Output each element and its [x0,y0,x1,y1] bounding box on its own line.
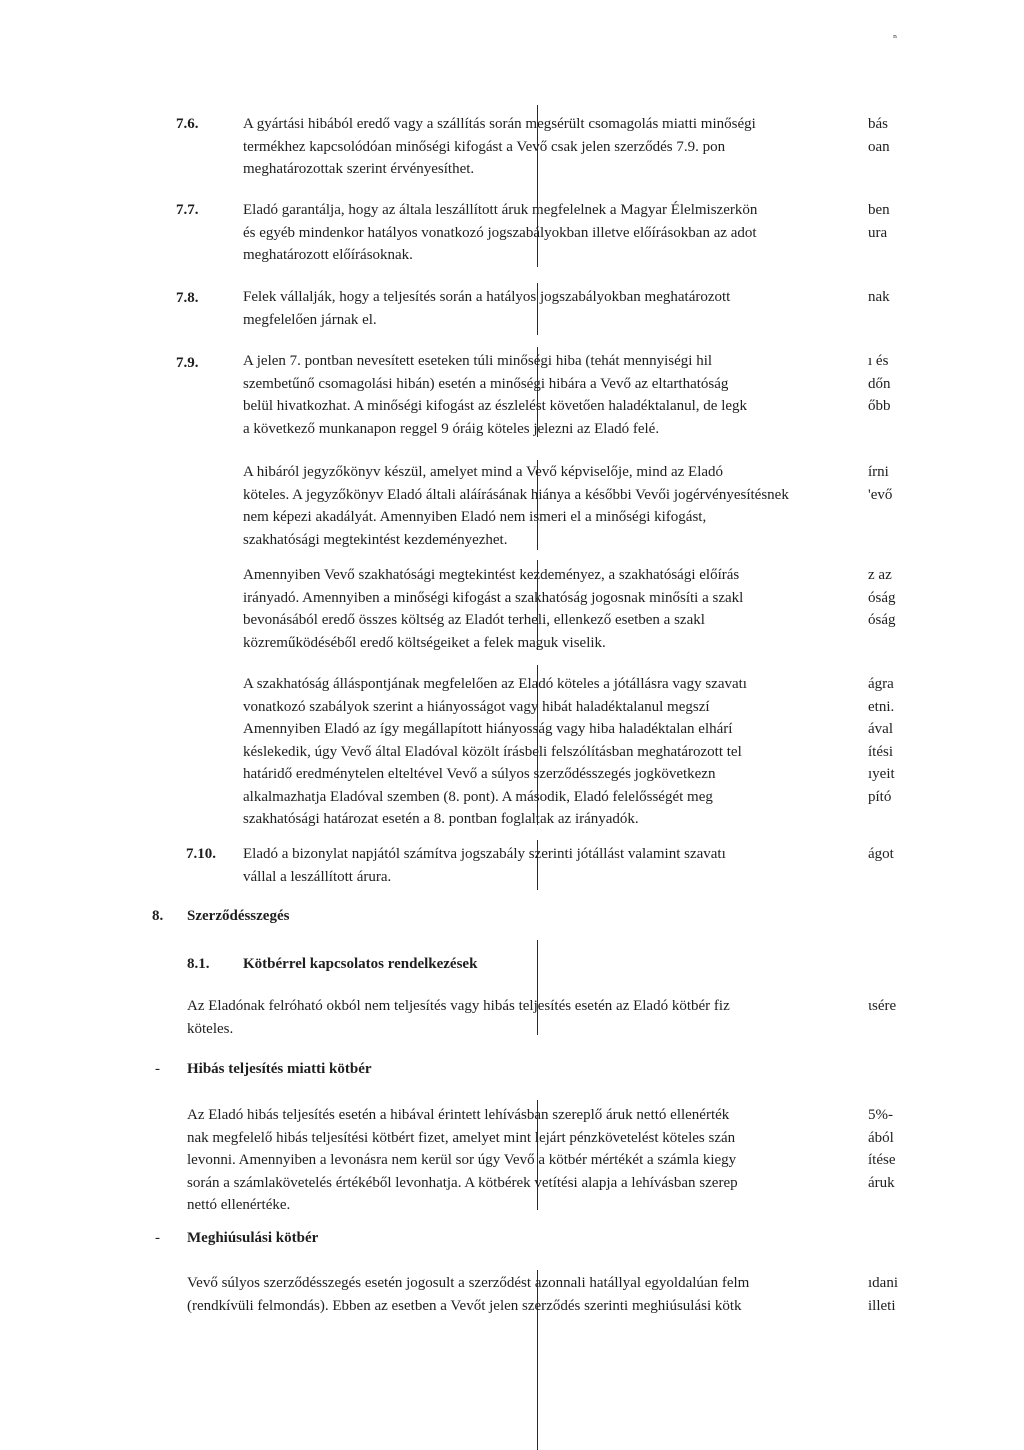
text-fragment: óság [868,589,896,606]
section-text [243,113,853,181]
text-fragment: ıyeit [868,766,895,782]
text-line: belül hivatkozhat. A minőségi kifogást az észlelést követően haladéktalanul, de legk [243,398,748,414]
text-line: köteles. [187,1020,234,1037]
text-line: megfelelően járnak el. [243,311,377,328]
text-line: Amennyiben Vevő szakhatósági megtekintést kezdeményez, a szakhatósági előírás [243,567,740,583]
section-text [187,1104,853,1217]
text-line: Eladó garantálja, hogy az általa leszállított áruk megfelelnek a Magyar Élelmiszerkön [243,202,758,218]
text-line: nettó ellenértéke. [187,1197,291,1213]
text-line: határidő eredménytelen elteltével Vevő a súlyos szerződésszegés jogkövetkezn [243,766,716,782]
text-fragment: óság [868,612,896,628]
text-fragment: bás [868,116,888,132]
section-number: 7.10. [186,846,216,862]
cut-off-fragments [868,673,938,808]
paragraph [243,673,853,831]
cut-off-fragments [868,564,938,632]
section-text [187,1272,853,1317]
text-fragment: őbb [868,398,891,414]
list-dash: - [155,1230,160,1246]
text-line: késlekedik, úgy Vevő által Eladóval közölt írásbeli felszólításban meghatározott tel [243,743,742,760]
text-fragment: ából [868,1129,894,1146]
text-fragment: z az [868,567,892,583]
text-line: levonni. Amennyiben a levonásra nem kerül sor úgy Vevő a kötbér mértékét a számla kiegy [187,1152,737,1168]
section-text [243,350,853,440]
list-dash: - [155,1061,160,1077]
text-fragment: ı és [868,353,889,369]
text-line: szakhatósági határozat esetén a 8. pontban foglaltak az irányadók. [243,811,639,827]
text-line: termékhez kapcsolódóan minőségi kifogást a Vevő csak jelen szerződés 7.9. pon [243,138,726,155]
text-line: A hibáról jegyzőkönyv készül, amelyet mind a Vevő képviselője, mind az Eladó [243,464,724,480]
text-line: közreműködéséből eredő költségeiket a felek maguk viselik. [243,634,606,651]
text-fragment: 'evő [868,486,893,503]
text-line: meghatározott előírásoknak. [243,247,413,263]
text-fragment: ura [868,224,888,241]
text-line: a következő munkanapon reggel 9 óráig köteles jelezni az Eladó felé. [243,420,660,437]
subsection-title: Hibás teljesítés miatti kötbér [187,1061,372,1077]
text-fragment: etni. [868,698,895,715]
text-line: Felek vállalják, hogy a teljesítés során a hatályos jogszabályokban meghatározott [243,289,731,305]
text-fragment: ítése [868,1152,896,1168]
section-text [243,286,853,331]
section-number: 8.1. [187,956,210,972]
text-line: Az Eladónak felróható okból nem teljesítés vagy hibás teljesítés esetén az Eladó kötbér fiz [187,998,730,1014]
text-line: Amennyiben Eladó az így megállapított hiányosság vagy hiba haladéktalan elhárí [243,721,733,737]
text-fragment: oan [868,138,890,155]
text-line: (rendkívüli felmondás). Ebben az esetben a Vevőt jelen szerződés szerinti meghiúsulási kötk [187,1297,742,1314]
text-fragment: ágra [868,676,894,692]
paragraph [243,461,853,551]
text-line: Vevő súlyos szerződésszegés esetén jogosult a szerződést azonnali hatállyal egyoldalúan felm [187,1275,750,1291]
text-line: vállal a leszállított árura. [243,868,392,885]
text-line: szembetűnő csomagolási hibán) esetén a minőségi hibára a Vevő az eltarthatóság [243,375,729,392]
section-title: Kötbérrel kapcsolatos rendelkezések [243,956,478,972]
cut-off-fragments [868,843,938,866]
text-line: A szakhatóság álláspontjának megfelelően az Eladó köteles a jótállásra vagy szavatı [243,676,747,692]
cut-off-fragments [868,199,938,244]
text-line: bevonásából eredő összes költség az Eladót terheli, ellenkező esetben a szakl [243,612,705,628]
text-line: vonatkozó szabályok szerint a hiányosságot vagy hibát haladéktalanul megszí [243,698,710,715]
text-line: A jelen 7. pontban nevesített eseteken túli minőségi hiba (tehát mennyiségi hil [243,353,713,369]
cut-off-fragments [868,995,938,1018]
text-line: nak megfelelő hibás teljesítési kötbért fizet, amelyet mint lejárt pénzkövetelést köteles szán [187,1129,736,1146]
cut-off-fragments [868,113,938,158]
text-line: nem képezi akadályát. Amennyiben Eladó nem ismeri el a minőségi kifogást, [243,509,707,525]
text-fragment: dőn [868,375,891,392]
text-fragment: ben [868,202,890,218]
cut-off-fragments [868,1272,938,1317]
text-line: meghatározottak szerint érvényesíthet. [243,161,475,177]
text-fragment: ával [868,721,893,737]
text-fragment: illeti [868,1297,896,1314]
section-text [243,199,853,267]
text-fragment: ıdani [868,1275,898,1291]
text-fragment: ítési [868,743,893,760]
text-line: alkalmazhatja Eladóval szemben (8. pont). A második, Eladó felelősségét meg [243,788,713,805]
text-line: A gyártási hibából eredő vagy a szállítás során megsérült csomagolás miatti minőségi [243,116,756,132]
text-line: irányadó. Amennyiben a minőségi kifogást a szakhatóság jogosnak minősíti a szakl [243,589,744,606]
section-number: 7.9. [176,355,199,371]
section-number: 7.7. [176,202,199,218]
text-line: Az Eladó hibás teljesítés esetén a hibával érintett lehívásban szereplő áruk nettó ellenérték [187,1107,730,1123]
section-number: 7.6. [176,116,199,132]
text-fragment: írni [868,464,889,480]
chapter-title: Szerződésszegés [187,908,290,924]
cut-off-fragments [868,1104,938,1194]
paragraph [243,564,853,654]
text-fragment: 5%- [868,1107,893,1123]
text-line: során a számlakövetelés értékéből levonhatja. A kötbérek vetítési alapja a lehívásban szerep [187,1174,738,1191]
text-fragment: pító [868,788,892,805]
text-line: köteles. A jegyzőkönyv Eladó általi aláírásának hiánya a későbbi Vevői jogérvényesítésnek [243,486,789,503]
section-number: 7.8. [176,290,199,306]
text-fragment: áruk [868,1174,895,1191]
text-line: szakhatósági megtekintést kezdeményezhet. [243,531,508,548]
section-text [243,843,853,888]
cut-off-fragments [868,461,938,506]
subsection-title: Meghiúsulási kötbér [187,1230,319,1246]
section-text [187,995,853,1040]
text-line: Eladó a bizonylat napjától számítva jogszabály szerinti jótállást valamint szavatı [243,846,726,862]
chapter-number: 8. [152,908,164,924]
text-fragment: nak [868,289,890,305]
corner-mark: ₙ [893,30,898,41]
text-fragment: ιsére [868,998,897,1014]
text-line: és egyéb mindenkor hatályos vonatkozó jogszabályokban illetve előírásokban az adot [243,224,757,241]
cut-off-fragments [868,286,938,309]
text-fragment: ágot [868,846,894,862]
cut-off-fragments [868,350,938,418]
